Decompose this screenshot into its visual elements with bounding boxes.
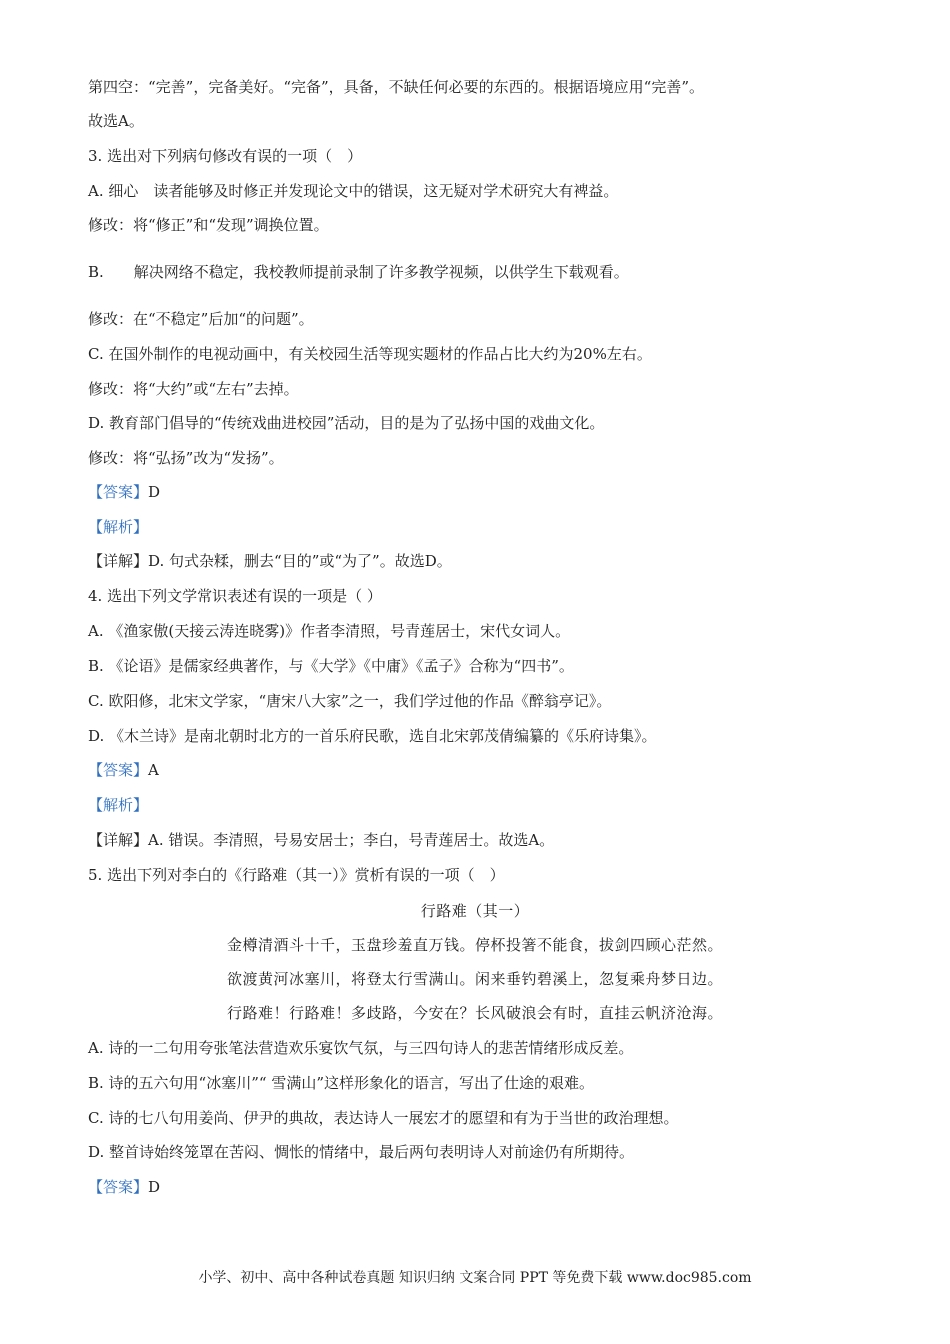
text-line: 故选A。 [88, 112, 144, 130]
text-line: 修改：将“大约”或“左右”去掉。 [88, 380, 299, 398]
question-4-option-c: C. 欧阳修，北宋文学家，“唐宋八大家”之一，我们学过他的作品《醉翁亭记》。 [88, 692, 612, 710]
question-4-option-a: A. 《渔家傲(天接云涛连晓雾)》作者李清照，号青莲居士，宋代女词人。 [88, 622, 571, 640]
poem-line: 欲渡黄河冰塞川，将登太行雪满山。闲来垂钓碧溪上，忽复乘舟梦日边。 [226, 970, 723, 988]
text-line: 修改：在“不稳定”后加“的问题”。 [88, 310, 314, 328]
question-3-stem: 3. 选出对下列病句修改有误的一项（ ） [88, 147, 363, 165]
question-3-option-b: B. 解决网络不稳定，我校教师提前录制了许多教学视频，以供学生下载观看。 [88, 263, 629, 281]
analysis-line [88, 794, 868, 816]
question-5-option-b: B. 诗的五六句用“冰塞川”“ 雪满山”这样形象化的语言，写出了仕途的艰难。 [88, 1074, 595, 1092]
question-5-option-d: D. 整首诗始终笼罩在苦闷、惆怅的情绪中，最后两句表明诗人对前途仍有所期待。 [88, 1143, 635, 1161]
answer-line [88, 1176, 868, 1198]
analysis-tag: 【解析】 [88, 518, 149, 536]
question-4-stem: 4. 选出下列文学常识表述有误的一项是（ ） [88, 587, 382, 605]
analysis-tag: 【解析】 [88, 796, 149, 814]
detail-line [88, 550, 868, 572]
poem-line: 行路难！行路难！多歧路，今安在？长风破浪会有时，直挂云帆济沧海。 [226, 1004, 723, 1022]
detail-line [88, 829, 868, 851]
text-line: 第四空：“完善”，完备美好。“完备”，具备，不缺任何必要的东西的。根据语境应用“完善”。 [88, 78, 705, 96]
answer-value: A [148, 761, 159, 779]
question-3-option-a: A. 细心 读者能够及时修正并发现论文中的错误，这无疑对学术研究大有裨益。 [88, 182, 619, 200]
question-4-option-d: D. 《木兰诗》是南北朝时北方的一首乐府民歌，选自北宋郭茂倩编纂的《乐府诗集》。 [88, 727, 657, 745]
answer-tag: 【答案】 [88, 761, 149, 779]
poem-line: 金樽清酒斗十千，玉盘珍羞直万钱。停杯投箸不能食，拔剑四顾心茫然。 [226, 936, 723, 954]
answer-line [88, 759, 868, 781]
question-3-option-d: D. 教育部门倡导的“传统戏曲进校园”活动，目的是为了弘扬中国的戏曲文化。 [88, 414, 605, 432]
answer-tag: 【答案】 [88, 483, 149, 501]
answer-value: D [148, 483, 161, 501]
poem-title: 行路难（其一） [420, 902, 530, 920]
text-line: 修改：将“弘扬”改为“发扬”。 [88, 449, 284, 467]
question-4-option-b: B. 《论语》是儒家经典著作，与《大学》《中庸》《孟子》合称为“四书”。 [88, 657, 574, 675]
detail-text: D. 句式杂糅，删去“目的”或“为了”。故选D。 [148, 552, 452, 570]
question-5-stem: 5. 选出下列对李白的《行路难（其一）》赏析有误的一项（ ） [88, 866, 505, 884]
question-3-option-c: C. 在国外制作的电视动画中，有关校园生活等现实题材的作品占比大约为20%左右。 [88, 345, 652, 363]
question-5-option-c: C. 诗的七八句用姜尚、伊尹的典故，表达诗人一展宏才的愿望和有为于当世的政治理想。 [88, 1109, 679, 1127]
answer-value: D [148, 1178, 161, 1196]
text-line: 修改：将“修正”和“发现”调换位置。 [88, 216, 329, 234]
detail-text: A. 错误。李清照，号易安居士；李白，号青莲居士。故选A。 [148, 831, 555, 849]
question-5-option-a: A. 诗的一二句用夸张笔法营造欢乐宴饮气氛，与三四句诗人的悲苦情绪形成反差。 [88, 1039, 634, 1057]
answer-line [88, 481, 868, 503]
detail-tag: 【详解】 [88, 831, 149, 849]
page-footer: 小学、初中、高中各种试卷真题 知识归纳 文案合同 PPT 等免费下载 www.doc985.com [198, 1270, 752, 1286]
detail-tag: 【详解】 [88, 552, 149, 570]
answer-tag: 【答案】 [88, 1178, 149, 1196]
analysis-line [88, 516, 868, 538]
